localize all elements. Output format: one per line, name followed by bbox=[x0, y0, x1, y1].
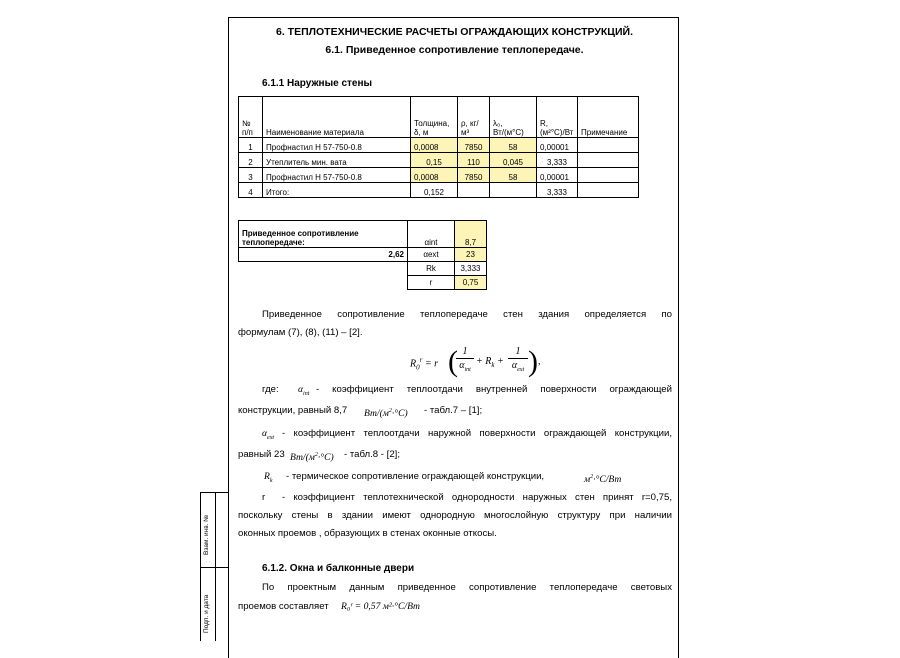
col-header-density: ρ, кг/м³ bbox=[458, 97, 490, 138]
param-value-aext: 23 bbox=[455, 248, 487, 262]
resistance-table bbox=[238, 220, 487, 290]
cell-number: 2 bbox=[239, 153, 263, 168]
param-symbol-r: r bbox=[408, 276, 455, 290]
cell-number: 1 bbox=[239, 138, 263, 153]
cell-note bbox=[578, 168, 639, 183]
side-stamp bbox=[200, 492, 229, 641]
cell-material: Итого: bbox=[263, 183, 411, 198]
intro-line-1: Приведенное сопротивление теплопередаче стен здания определяется по bbox=[262, 309, 672, 320]
cell-resistance: 3,333 bbox=[537, 183, 578, 198]
param-symbol-aext: αext bbox=[408, 248, 455, 262]
stamp-label-replacement: Взам. инв. № bbox=[203, 514, 210, 555]
col-header-thickness: Толщина, δ, м bbox=[411, 97, 458, 138]
cell-thickness: 0,0008 bbox=[411, 138, 458, 153]
cell-lambda: 58 bbox=[490, 138, 537, 153]
col-header-material: Наименование материала bbox=[263, 97, 411, 138]
rk-symbol: $R_k$ bbox=[264, 471, 273, 484]
cell-lambda: 0,045 bbox=[490, 153, 537, 168]
cell-number: 3 bbox=[239, 168, 263, 183]
table-row bbox=[239, 153, 639, 168]
param-symbol-rk: Rk bbox=[408, 262, 455, 276]
stamp-label-signature: Подп. и дата bbox=[203, 594, 210, 633]
cell-resistance: 0,00001 bbox=[537, 138, 578, 153]
formula-resistance: $R_0^r = r$ ( 1 $\alpha_{int}$ + $R_k$ + 1 $\alpha_{ext}$ ) , bbox=[410, 345, 541, 378]
alpha-int-symbol: $\alpha_{int}$ bbox=[298, 384, 310, 397]
materials-table bbox=[238, 96, 639, 198]
table-row bbox=[239, 168, 639, 183]
cell-resistance: 0,00001 bbox=[537, 168, 578, 183]
unit-wm2c-1: $Вт/(м^2\cdot^\circ С)$ bbox=[364, 408, 408, 420]
resistance-value: 2,62 bbox=[262, 248, 408, 262]
alpha-ext-desc-1: - коэффициент теплоотдачи наружной поверхности ограждающей конструкции, bbox=[282, 428, 672, 439]
windows-formula: R₀ʳ = 0,57 м²·°С/Вт bbox=[341, 601, 420, 612]
cell-material: Утеплитель мин. вата bbox=[263, 153, 411, 168]
unit-wm2c-2: $Вт/(м^2\cdot^\circ С)$ bbox=[290, 452, 334, 464]
col-header-note: Примечание bbox=[578, 97, 639, 138]
where-label: где: bbox=[262, 384, 279, 395]
cell-density: 7850 bbox=[458, 138, 490, 153]
subsection-title: 6.1. Приведенное сопротивление теплопередаче. bbox=[325, 44, 584, 56]
cell-density: 7850 bbox=[458, 168, 490, 183]
alpha-int-desc-2: конструкции, равный 8,7 bbox=[238, 405, 348, 416]
param-symbol-aint: αint bbox=[408, 221, 455, 248]
materials-header-row bbox=[239, 97, 639, 138]
cell-density bbox=[458, 183, 490, 198]
windows-title: 6.1.2. Окна и балконные двери bbox=[262, 563, 415, 574]
alpha-int-ref: - табл.7 – [1]; bbox=[424, 405, 483, 416]
table-row-total bbox=[239, 183, 639, 198]
table-row bbox=[239, 138, 639, 153]
unit-m2cw: $м^2\cdot^\circ С/Вт$ bbox=[584, 474, 622, 486]
walls-title: 6.1.1 Наружные стены bbox=[262, 78, 373, 89]
r-symbol: r bbox=[262, 492, 266, 503]
resistance-label: Приведенное сопротивление теплопередаче: bbox=[239, 221, 408, 248]
col-header-resistance: R, (м²°С)/Вт bbox=[537, 97, 578, 138]
r-desc-3: оконных проемов , образующих в стенах оконные откосы. bbox=[238, 528, 497, 539]
cell-thickness: 0,0008 bbox=[411, 168, 458, 183]
r-desc-2: поскольку стены в здании имеют однородную многослойную структуру при наличии bbox=[238, 510, 672, 521]
param-value-r: 0,75 bbox=[455, 276, 487, 290]
param-value-rk: 3,333 bbox=[455, 262, 487, 276]
cell-material: Профнастил Н 57-750-0.8 bbox=[263, 168, 411, 183]
cell-note bbox=[578, 183, 639, 198]
cell-note bbox=[578, 153, 639, 168]
cell-note bbox=[578, 138, 639, 153]
cell-thickness: 0,15 bbox=[411, 153, 458, 168]
intro-line-2: формулам (7), (8), (11) – [2]. bbox=[238, 327, 363, 338]
cell-lambda: 58 bbox=[490, 168, 537, 183]
windows-line-2: проемов составляет bbox=[238, 601, 329, 612]
windows-line-1: По проектным данным приведенное сопротивление теплопередаче световых bbox=[262, 582, 672, 593]
alpha-ext-ref: - табл.8 - [2]; bbox=[344, 449, 401, 460]
alpha-int-desc-1: - коэффициент теплоотдачи внутренней поверхности ограждающей bbox=[316, 384, 672, 395]
cell-number: 4 bbox=[239, 183, 263, 198]
alpha-ext-symbol: $\alpha_{ext}$ bbox=[262, 428, 275, 441]
col-header-lambda: λ₀, Вт/(м°С) bbox=[490, 97, 537, 138]
cell-thickness: 0,152 bbox=[411, 183, 458, 198]
cell-resistance: 3,333 bbox=[537, 153, 578, 168]
alpha-ext-desc-2: равный 23 bbox=[238, 449, 285, 460]
section-title: 6. ТЕПЛОТЕХНИЧЕСКИЕ РАСЧЕТЫ ОГРАЖДАЮЩИХ КОНСТРУКЦИЙ. bbox=[276, 26, 633, 38]
param-value-aint: 8,7 bbox=[455, 221, 487, 248]
r-desc-1: - коэффициент теплотехнической однородности наружных стен принят r=0,75, bbox=[282, 492, 672, 503]
cell-material: Профнастил Н 57-750-0.8 bbox=[263, 138, 411, 153]
cell-lambda bbox=[490, 183, 537, 198]
rk-desc: - термическое сопротивление ограждающей конструкции, bbox=[286, 471, 545, 482]
cell-density: 110 bbox=[458, 153, 490, 168]
col-header-number: № п/п bbox=[239, 97, 263, 138]
